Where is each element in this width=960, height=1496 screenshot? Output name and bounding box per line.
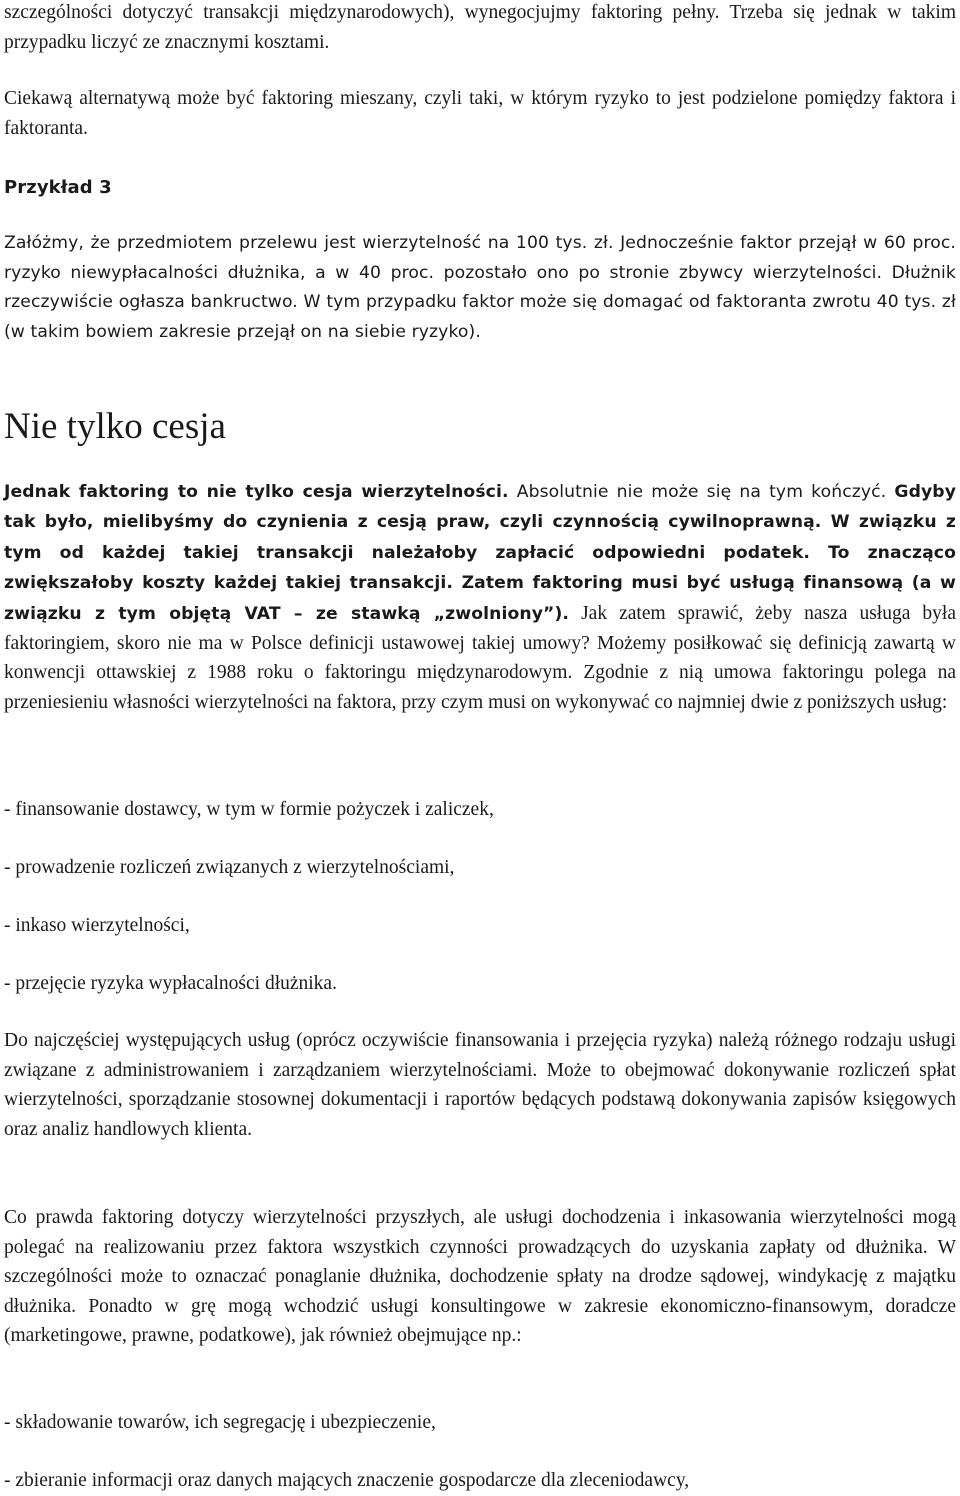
future-receivables-paragraph: Co prawda faktoring dotyczy wierzytelności przyszłych, ale usługi dochodzenia i inkasowania wierzytelności mogą polegać na realizowaniu przez faktora wszystkich czynności prowadzących do uzyskania zapłaty od dłużnika. W szczególności może to oznaczać ponaglanie dłużnika, dochodzenie spłaty na drodze sądowej, windykację z majątku dłużnika. Ponadto w grę mogą wchodzić usługi konsultingowe w zakresie ekonomiczno-finansowym, doradcze (marketingowe, prawne, podatkowe), jak również obejmujące np.: [4, 1207, 956, 1346]
example-text: Załóżmy, że przedmiotem przelewu jest wierzytelność na 100 tys. zł. Jednocześnie faktor przejął w 60 proc. ryzyko niewypłacalności dłużnika, a w 40 proc. pozostało ono po stronie zbywcy wierzytelności. Dłużnik rzeczywiście ogłasza bankructwo. W tym przypadku faktor może się domagać od faktoranta zwrotu 40 tys. zł (w takim bowiem zakresie przejął on na siebie ryzyko). [4, 233, 956, 342]
service-item: - inkaso wierzytelności, [4, 915, 190, 936]
lead-normal-1: Absolutnie nie może się na tym kończyć. [508, 482, 895, 502]
service-item: - finansowanie dostawcy, w tym w formie pożyczek i zaliczek, [4, 799, 494, 820]
extra-service-item: - składowanie towarów, ich segregację i ubezpieczenie, [4, 1412, 436, 1433]
lead-bold-1: Jednak faktoring to nie tylko cesja wierzytelności. [4, 482, 509, 502]
section-paragraph [4, 477, 956, 717]
intro-paragraph-1: szczególności dotyczyć transakcji międzynarodowych), wynegocjujmy faktoring pełny. Trzeba się jednak w takim przypadku liczyć ze znacznymi kosztami. [4, 2, 956, 53]
service-item: - przejęcie ryzyka wypłacalności dłużnika. [4, 973, 337, 994]
section-heading: Nie tylko cesja [4, 406, 226, 447]
section-rest: Jak zatem sprawić, żeby nasza usługa była faktoringiem, skoro nie ma w Polsce definicji ustawowej takiej umowy? Możemy posiłkować się definicją zawartą w konwencji ottawskiej z 1988 roku o faktoringu międzynarodowym. Zgodnie z nią umowa faktoringu polega na przeniesieniu własności wierzytelności na faktora, przy czym musi on wykonywać co najmniej dwie z poniższych usług: [4, 602, 956, 713]
extra-service-item: - zbieranie informacji oraz danych mających znaczenie gospodarcze dla zleceniodawcy, [4, 1470, 690, 1491]
intro-paragraph-2: Ciekawą alternatywą może być faktoring mieszany, czyli taki, w którym ryzyko to jest podzielone pomiędzy faktora i faktoranta. [4, 88, 956, 139]
lead-bold-2: Gdyby tak było, mielibyśmy do czynienia z cesją praw, czyli czynnością cywilnoprawną. W związku z tym od każdej takiej transakcji należałoby zapłacić odpowiedni podatek. To znacząco zwiększałoby koszty każdej takiej transakcji. Zatem faktoring musi być usługą finansową (a w związku z tym objętą VAT – ze stawką „zwolniony”). [4, 482, 957, 624]
service-item: - prowadzenie rozliczeń związanych z wierzytelnościami, [4, 857, 455, 878]
example-title: Przykład 3 [4, 177, 112, 198]
other-services-paragraph: Do najczęściej występujących usług (oprócz oczywiście finansowania i przejęcia ryzyka) należą różnego rodzaju usługi związane z administrowaniem i zarządzaniem wierzytelnościami. Może to obejmować dokonywanie rozliczeń spłat wierzytelności, sporządzanie stosownej dokumentacji i raportów będących podstawą dokonywania zapisów księgowych oraz analiz handlowych klienta. [4, 1030, 956, 1140]
